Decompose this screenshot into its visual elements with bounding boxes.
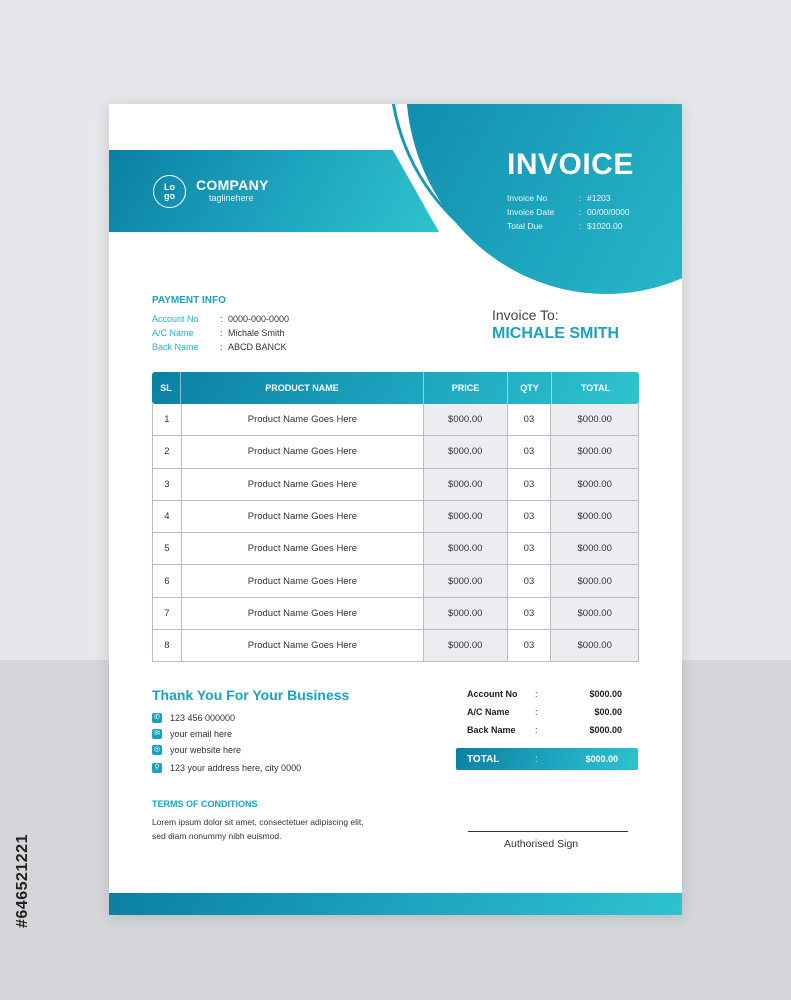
cell-qty: 03 [508,533,552,564]
cell-product-name: Product Name Goes Here [182,404,424,435]
invoice-table [152,372,639,662]
cell-qty: 03 [508,598,552,629]
cell-product-name: Product Name Goes Here [182,469,424,500]
payment-info-row [152,314,289,324]
payment-label: A/C Name [152,328,194,338]
footer-band [109,893,682,915]
total-bar [456,748,638,770]
table-body [152,404,639,662]
invoice-meta-row [507,193,611,203]
table-row [153,565,638,597]
cell-total: $000.00 [551,565,638,596]
cell-price: $000.00 [424,501,508,532]
cell-sl: 8 [153,630,182,661]
invoice-title: INVOICE [507,148,634,181]
contact-text: 123 your address here, city 0000 [170,763,302,773]
header-total: TOTAL [580,383,611,393]
table-row [153,501,638,533]
company-name: COMPANY [196,177,269,193]
cell-product-name: Product Name Goes Here [182,436,424,467]
cell-sl: 2 [153,436,182,467]
cell-qty: 03 [508,404,552,435]
meta-label: Invoice Date [507,207,555,217]
logo-badge: Lo go [153,175,186,208]
payment-value: ABCD BANCK [228,342,287,352]
contact-website [152,745,241,755]
meta-colon: : [579,193,582,203]
payment-info-row [152,342,287,352]
cell-price: $000.00 [424,598,508,629]
cell-product-name: Product Name Goes Here [182,598,424,629]
contact-text: your website here [170,745,242,755]
cell-sl: 3 [153,469,182,500]
table-row [153,630,638,662]
thank-you-heading: Thank You For Your Business [152,687,350,703]
cell-total: $000.00 [551,404,638,435]
table-row [153,533,638,565]
terms-text: Lorem ipsum dolor sit amet, consectetuer adipiscing elit, [152,817,364,827]
terms-text: sed diam nonummy nibh euismod. [152,831,282,841]
cell-qty: 03 [508,501,552,532]
meta-label: Invoice No [507,193,548,203]
meta-label: Total Due [507,221,543,231]
contact-email [152,729,232,739]
meta-value: 00/00/0000 [587,207,630,217]
summary-row [467,707,622,717]
cell-product-name: Product Name Goes Here [182,501,424,532]
payment-colon: : [220,314,223,324]
location-icon: ⚲ [152,763,162,773]
table-row [153,436,638,468]
cell-qty: 03 [508,469,552,500]
company-tagline: taglinehere [209,193,254,203]
cell-product-name: Product Name Goes Here [182,533,424,564]
contact-text: your email here [170,729,233,739]
cell-price: $000.00 [424,630,508,661]
table-row [153,469,638,501]
summary-colon: : [535,707,538,717]
total-label: TOTAL [467,753,500,765]
payment-colon: : [220,342,223,352]
invoice-to-label: Invoice To: [492,307,559,323]
cell-total: $000.00 [551,501,638,532]
cell-price: $000.00 [424,469,508,500]
summary-colon: : [535,725,538,735]
summary-label: Account No [467,689,518,699]
invoice-sheet [109,104,682,915]
cell-sl: 7 [153,598,182,629]
table-row [153,404,638,436]
payment-value: 0000-000-0000 [228,314,290,324]
cell-qty: 03 [508,565,552,596]
signature-line [468,831,628,832]
email-icon: ✉ [152,729,162,739]
cell-product-name: Product Name Goes Here [182,565,424,596]
cell-total: $000.00 [551,533,638,564]
contact-text: 123 456 000000 [170,713,236,723]
cell-price: $000.00 [424,436,508,467]
cell-price: $000.00 [424,404,508,435]
header-qty: QTY [508,372,552,404]
signature-label: Authorised Sign [504,838,579,850]
summary-value: $00.00 [594,707,622,717]
table-header [152,372,639,404]
meta-colon: : [579,207,582,217]
cell-price: $000.00 [424,565,508,596]
cell-total: $000.00 [551,436,638,467]
payment-colon: : [220,328,223,338]
meta-value: $1020.00 [587,221,623,231]
header-price: PRICE [424,372,508,404]
cell-sl: 1 [153,404,182,435]
meta-value: #1203 [587,193,611,203]
cell-qty: 03 [508,630,552,661]
summary-label: Back Name [467,725,516,735]
cell-price: $000.00 [424,533,508,564]
summary-row [467,725,622,735]
cell-sl: 4 [153,501,182,532]
summary-colon: : [535,689,538,699]
summary-value: $000.00 [589,689,622,699]
payment-value: Michale Smith [228,328,285,338]
cell-total: $000.00 [551,469,638,500]
header-sl: SL [152,372,181,404]
cell-total: $000.00 [551,598,638,629]
total-colon: : [535,753,538,765]
meta-colon: : [579,221,582,231]
cell-qty: 03 [508,436,552,467]
summary-value: $000.00 [589,725,622,735]
header-product-name: PRODUCT NAME [181,372,424,404]
payment-label: Back Name [152,342,199,352]
payment-info-row [152,328,285,338]
phone-icon: ✆ [152,713,162,723]
contact-phone [152,713,235,723]
invoice-meta-row [507,207,630,217]
summary-row [467,689,622,699]
terms-title: TERMS OF CONDITIONS [152,799,258,809]
client-name: MICHALE SMITH [492,325,620,342]
cell-total: $000.00 [551,630,638,661]
cell-product-name: Product Name Goes Here [182,630,424,661]
cell-sl: 6 [153,565,182,596]
payment-info-title: PAYMENT INFO [152,295,226,306]
summary-label: A/C Name [467,707,510,717]
cell-sl: 5 [153,533,182,564]
contact-address [152,763,301,773]
stock-id-text: #646521221 [14,834,31,928]
website-icon: ◎ [153,746,161,753]
invoice-meta-row [507,221,622,231]
payment-label: Account No [152,314,199,324]
table-row [153,598,638,630]
total-value: $000.00 [585,754,618,764]
